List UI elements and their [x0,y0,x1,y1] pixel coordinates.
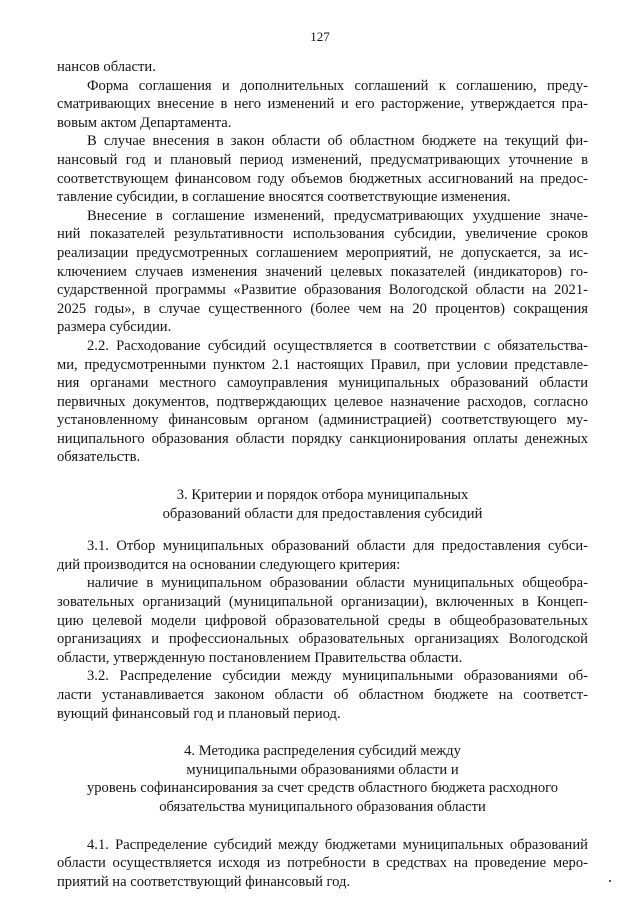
text-line: вовым актом Департамента. [57,114,232,131]
text-line: соответствующем финансовом году объемов бюджетных ассигнований на предос- [57,170,588,187]
paragraph [57,77,588,133]
text-line: нансовый год и плановый период изменений, предусматривающих уточнение в [57,151,588,168]
text-line: дий производится на основании следующего критерия: [57,556,401,573]
text-line: наличие в муниципальном образовании области муниципальных общеобра- [87,575,588,592]
text-line: ключением случаев изменения значений целевых показателей (индикаторов) го- [57,263,588,280]
text-line: ласти устанавливается законом области об областном бюджете на соответст- [57,687,588,703]
paragraph [57,574,588,667]
text-line: цию целевой модели цифровой образовательной среды в общеобразовательных [57,612,588,629]
section-heading [57,486,588,523]
paragraph [57,836,588,892]
text-line: реализации предусмотренных соглашением мероприятий, не допускается, за ис- [57,244,588,261]
text-line: В случае внесения в закон области об областном бюджете на текущий фи- [87,133,588,150]
page-number: 127 [310,29,330,44]
paragraph [57,667,588,723]
heading-line: обязательства муниципального образования области [159,798,486,815]
text-line: сударственной программы «Развитие образования Вологодской области на 2021- [57,282,588,299]
heading-line: муниципальными образованиями области и [186,761,459,778]
text-line: ния органами местного самоуправления муниципальных образований области [57,375,588,392]
paragraph [57,337,588,467]
text-line: ми, предусмотренными пунктом 2.1 настоящих Правил, при условии представле- [57,356,588,373]
text-line: нансов области. [57,59,156,75]
text-line: области, утвержденную постановлением Правительства области. [57,649,463,666]
text-line: приятий на соответствующий финансовый год. [57,873,351,890]
text-line: тавление субсидии, в соглашение вносятся соответствующие изменения. [57,189,511,206]
heading-line: образований области для предоставления субсидий [162,505,483,522]
paragraph [57,58,588,77]
text-line: 2025 годы», в случае существенного (более чем на 20 процентов) сокращения [57,300,588,317]
text-line: сматривающих внесение в него изменений и его расторжение, утверждается пра- [57,96,588,113]
heading-line: 4. Методика распределения субсидий между [184,743,461,760]
text-line: 4.1. Распределение субсидий между бюджетами муниципальных образований [87,836,588,853]
text-line: 3.2. Распределение субсидии между муниципальными образованиями об- [87,668,588,685]
heading-line: 3. Критерии и порядок отбора муниципальных [176,487,469,504]
text-line: зовательных организаций (муниципальной организации), включенных в Концеп- [57,594,588,611]
text-line: 3.1. Отбор муниципальных образований области для предоставления субси- [87,538,588,555]
text-line: 2.2. Расходование субсидий осуществляется в соответствии с обязательства- [87,337,588,354]
text-line: обязательств. [57,449,141,466]
paragraph [57,537,588,574]
text-line: Форма соглашения и дополнительных соглашений к соглашению, преду- [87,77,588,94]
text-line: организациях и профессиональных образовательных организациях Вологодской [57,631,588,648]
paragraph [57,132,588,206]
heading-line: уровень софинансирования за счет средств областного бюджета расходного [86,780,559,797]
text-line: установленному финансовым органом (администрацией) соответствующего му- [57,412,588,429]
document-body [57,58,588,891]
text-line: Внесение в соглашение изменений, предусматривающих ухудшение значе- [87,207,588,224]
text-line: размера субсидии. [57,319,172,336]
paragraph [57,207,588,337]
text-line: ниципального образования области порядку санкционирования оплаты денежных [57,430,588,447]
text-line: первичных документов, подтверждающих целевое назначение расходов, согласно [57,393,588,410]
text-line: вующий финансовый год и плановый период. [57,705,341,722]
scan-speck [609,880,611,882]
text-line: области осуществляется исходя из потребности в средствах на проведение меро- [57,855,588,872]
text-line: ний показателей результативности использования субсидии, увеличение сроков [57,226,588,243]
section-heading [57,742,588,816]
